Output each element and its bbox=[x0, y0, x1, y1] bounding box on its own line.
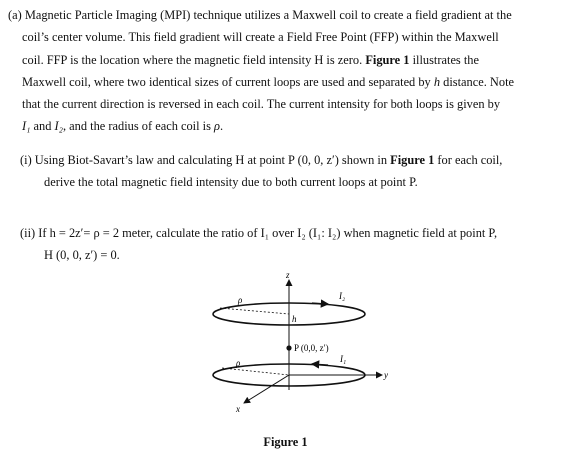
part-a-paragraph bbox=[8, 4, 564, 138]
part-a-line-4-text: Maxwell coil, where two identical sizes of current loops are used and separated by bbox=[22, 74, 434, 89]
figure-caption: Figure 1 bbox=[263, 435, 308, 449]
i2-label: I₂ bbox=[339, 291, 346, 301]
y-axis-label: y bbox=[384, 370, 388, 380]
point-p bbox=[286, 345, 291, 350]
sub-ii-line-2: H (0, 0, z′) = 0. bbox=[44, 248, 120, 263]
maxwell-coil-figure bbox=[200, 272, 410, 432]
part-a-line-6-text: and the radius of each coil is bbox=[69, 119, 215, 134]
sub-i-line-1-text: (i) Using Biot-Savart’s law and calculating H at point P (0, 0, z′) shown in bbox=[20, 153, 391, 167]
sub-i-line-2: derive the total magnetic field intensity due to both current loops at point P. bbox=[44, 175, 418, 190]
part-a-line-5: that the current direction is reversed in each coil. The current intensity for both loops is given by bbox=[22, 97, 501, 112]
rho-symbol: ρ bbox=[214, 119, 220, 134]
current-i1: I₁ bbox=[22, 119, 31, 134]
x-axis-label: x bbox=[236, 404, 240, 414]
point-p-label: P (0,0, z′) bbox=[294, 343, 329, 353]
distance-text: distance. Note bbox=[440, 74, 515, 89]
sub-i-line-1 bbox=[20, 149, 571, 171]
sub-question-i bbox=[20, 149, 571, 194]
part-a-line-2: coil’s center volume. This field gradient will create a Field Free Point (FFP) within the Maxwell bbox=[22, 30, 499, 45]
part-a-line-3-text: coil. FFP is the location where the magnetic field intensity H is zero. bbox=[22, 52, 366, 67]
i1-label: I₁ bbox=[340, 354, 347, 364]
rho-top-label: ρ bbox=[238, 295, 243, 305]
sub-question-ii bbox=[20, 222, 571, 267]
figure-ref-2: Figure 1 bbox=[390, 153, 435, 167]
rho-bottom-label: ρ bbox=[236, 358, 241, 368]
z-axis-label: z bbox=[286, 272, 290, 280]
h-symbol: h bbox=[433, 74, 441, 89]
part-a-line-1: (a) Magnetic Particle Imaging (MPI) technique utilizes a Maxwell coil to create a field gradient at the bbox=[8, 8, 512, 22]
h-label: h bbox=[292, 314, 297, 324]
illustrates-text: illustrates the bbox=[409, 52, 479, 67]
sub-ii-line-1: (ii) If h = 2z′= ρ = 2 meter, calculate the ratio of I₁ over I₂ (I₁: I₂) when magnetic field at point P, bbox=[20, 226, 498, 240]
figure-ref-1: Figure 1 bbox=[365, 52, 410, 67]
sub-i-line-1-end: for each coil, bbox=[434, 153, 503, 167]
top-radius-line bbox=[220, 308, 289, 314]
part-a-line-6: I₁ and I₂, and the radius of each coil is ρ. bbox=[22, 119, 224, 134]
part-a-line-4 bbox=[8, 71, 564, 93]
bottom-radius-line bbox=[222, 368, 289, 375]
x-axis-line bbox=[244, 375, 289, 403]
part-a-line-3 bbox=[8, 49, 564, 71]
current-i2: I₂ bbox=[54, 119, 63, 134]
